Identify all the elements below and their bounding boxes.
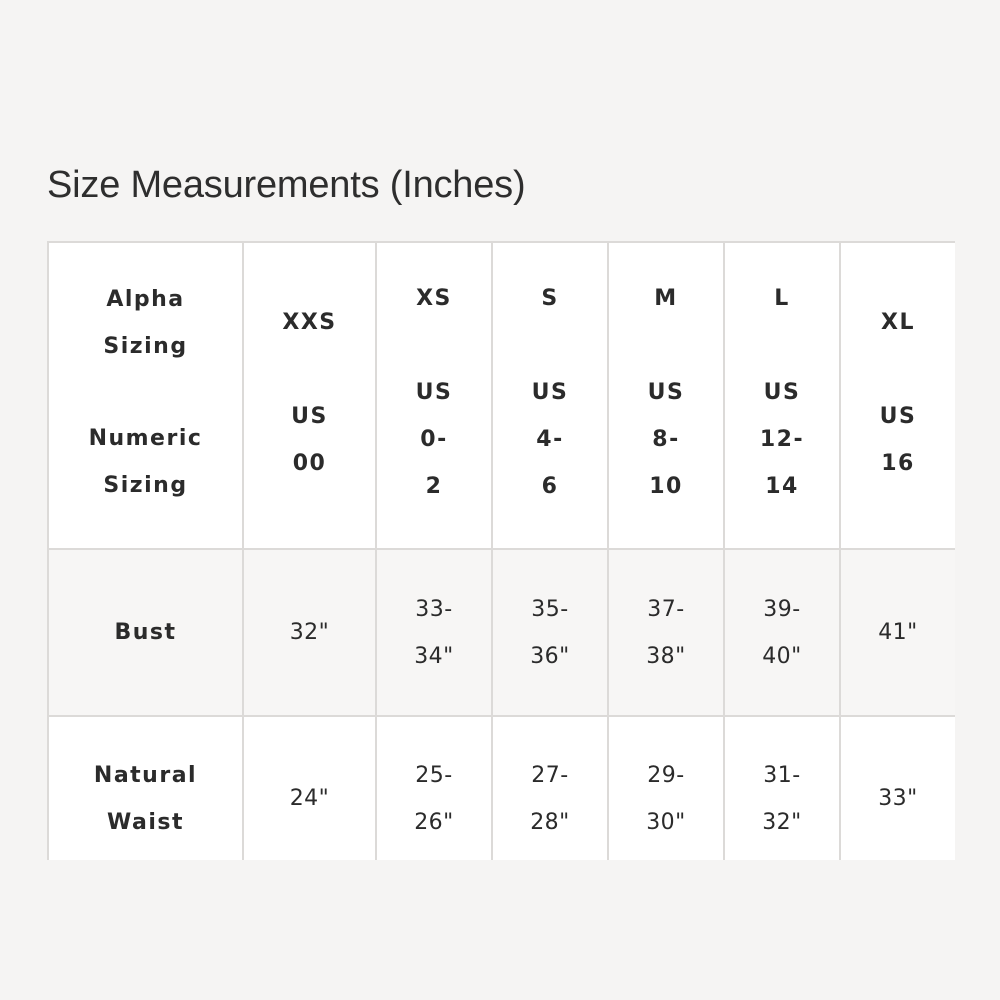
us-label: US [291, 403, 328, 429]
numeric-size: 8- [652, 427, 680, 452]
bust-value: 41" [878, 620, 918, 645]
numeric-size: 16 [881, 450, 915, 476]
waist-label: Waist [107, 810, 184, 835]
table-row-waist [48, 716, 955, 861]
bust-label: Bust [114, 620, 177, 645]
numeric-size: 0- [420, 427, 448, 452]
bust-value: 39- [763, 596, 801, 622]
bust-value: 37- [647, 596, 685, 622]
alpha-size: XL [881, 309, 915, 335]
bust-cell [376, 549, 492, 716]
waist-cell [840, 716, 955, 861]
bust-cell [492, 549, 608, 716]
bust-value: 38" [646, 643, 686, 669]
bust-value: 40" [762, 643, 802, 669]
waist-cell [492, 716, 608, 861]
numeric-label-sizing: Sizing [103, 473, 188, 498]
waist-cell [724, 716, 840, 861]
bust-cell [608, 549, 724, 716]
alpha-size: M [654, 286, 678, 311]
table-row-bust [48, 549, 955, 716]
alpha-size: XXS [282, 309, 337, 335]
us-label: US [415, 380, 453, 405]
waist-cell [243, 716, 376, 861]
size-column-xs [376, 242, 492, 549]
page-title: Size Measurements (Inches) [47, 164, 526, 206]
numeric-size: 2 [425, 474, 443, 499]
row-header-waist [48, 716, 243, 861]
size-column-s [492, 242, 608, 549]
numeric-size: 10 [649, 474, 683, 499]
us-label: US [531, 380, 569, 405]
bust-value: 33- [415, 596, 453, 622]
waist-value: 27- [531, 763, 569, 788]
table-row-sizing [48, 242, 955, 549]
bust-cell [840, 549, 955, 716]
bust-value: 34" [414, 643, 454, 669]
bust-value: 32" [289, 620, 330, 645]
alpha-label-sizing: Sizing [103, 334, 188, 359]
size-column-xxs [243, 242, 376, 549]
numeric-size: 6 [541, 474, 559, 499]
bust-value: 35- [531, 596, 569, 622]
numeric-size: 12- [759, 427, 805, 452]
size-column-m [608, 242, 724, 549]
bust-cell [243, 549, 376, 716]
us-label: US [647, 380, 685, 405]
waist-label: Natural [93, 763, 198, 788]
size-column-xl [840, 242, 955, 549]
size-table-container [47, 241, 955, 861]
alpha-size: XS [416, 286, 452, 311]
waist-value: 32" [762, 810, 802, 835]
waist-value: 28" [530, 810, 570, 835]
us-label: US [879, 403, 917, 429]
waist-cell [608, 716, 724, 861]
waist-value: 30" [646, 810, 686, 835]
alpha-label: Alpha [106, 287, 185, 312]
us-label: US [763, 380, 801, 405]
bust-cell [724, 549, 840, 716]
waist-value: 26" [414, 810, 454, 835]
waist-value: 24" [289, 786, 330, 811]
row-header-sizing [48, 242, 243, 549]
bust-value: 36" [530, 643, 570, 669]
numeric-size: 4- [536, 427, 564, 452]
page-bottom-background [0, 860, 1000, 1000]
alpha-size: S [541, 286, 559, 311]
waist-value: 29- [647, 763, 685, 788]
numeric-size: 00 [292, 450, 327, 476]
waist-cell [376, 716, 492, 861]
waist-value: 31- [763, 763, 801, 788]
waist-value: 25- [415, 763, 453, 788]
alpha-size: L [774, 286, 790, 311]
size-table [47, 241, 955, 861]
row-header-bust [48, 549, 243, 716]
numeric-size: 14 [765, 474, 799, 499]
size-column-l [724, 242, 840, 549]
numeric-label: Numeric [88, 426, 203, 451]
waist-value: 33" [878, 786, 918, 811]
